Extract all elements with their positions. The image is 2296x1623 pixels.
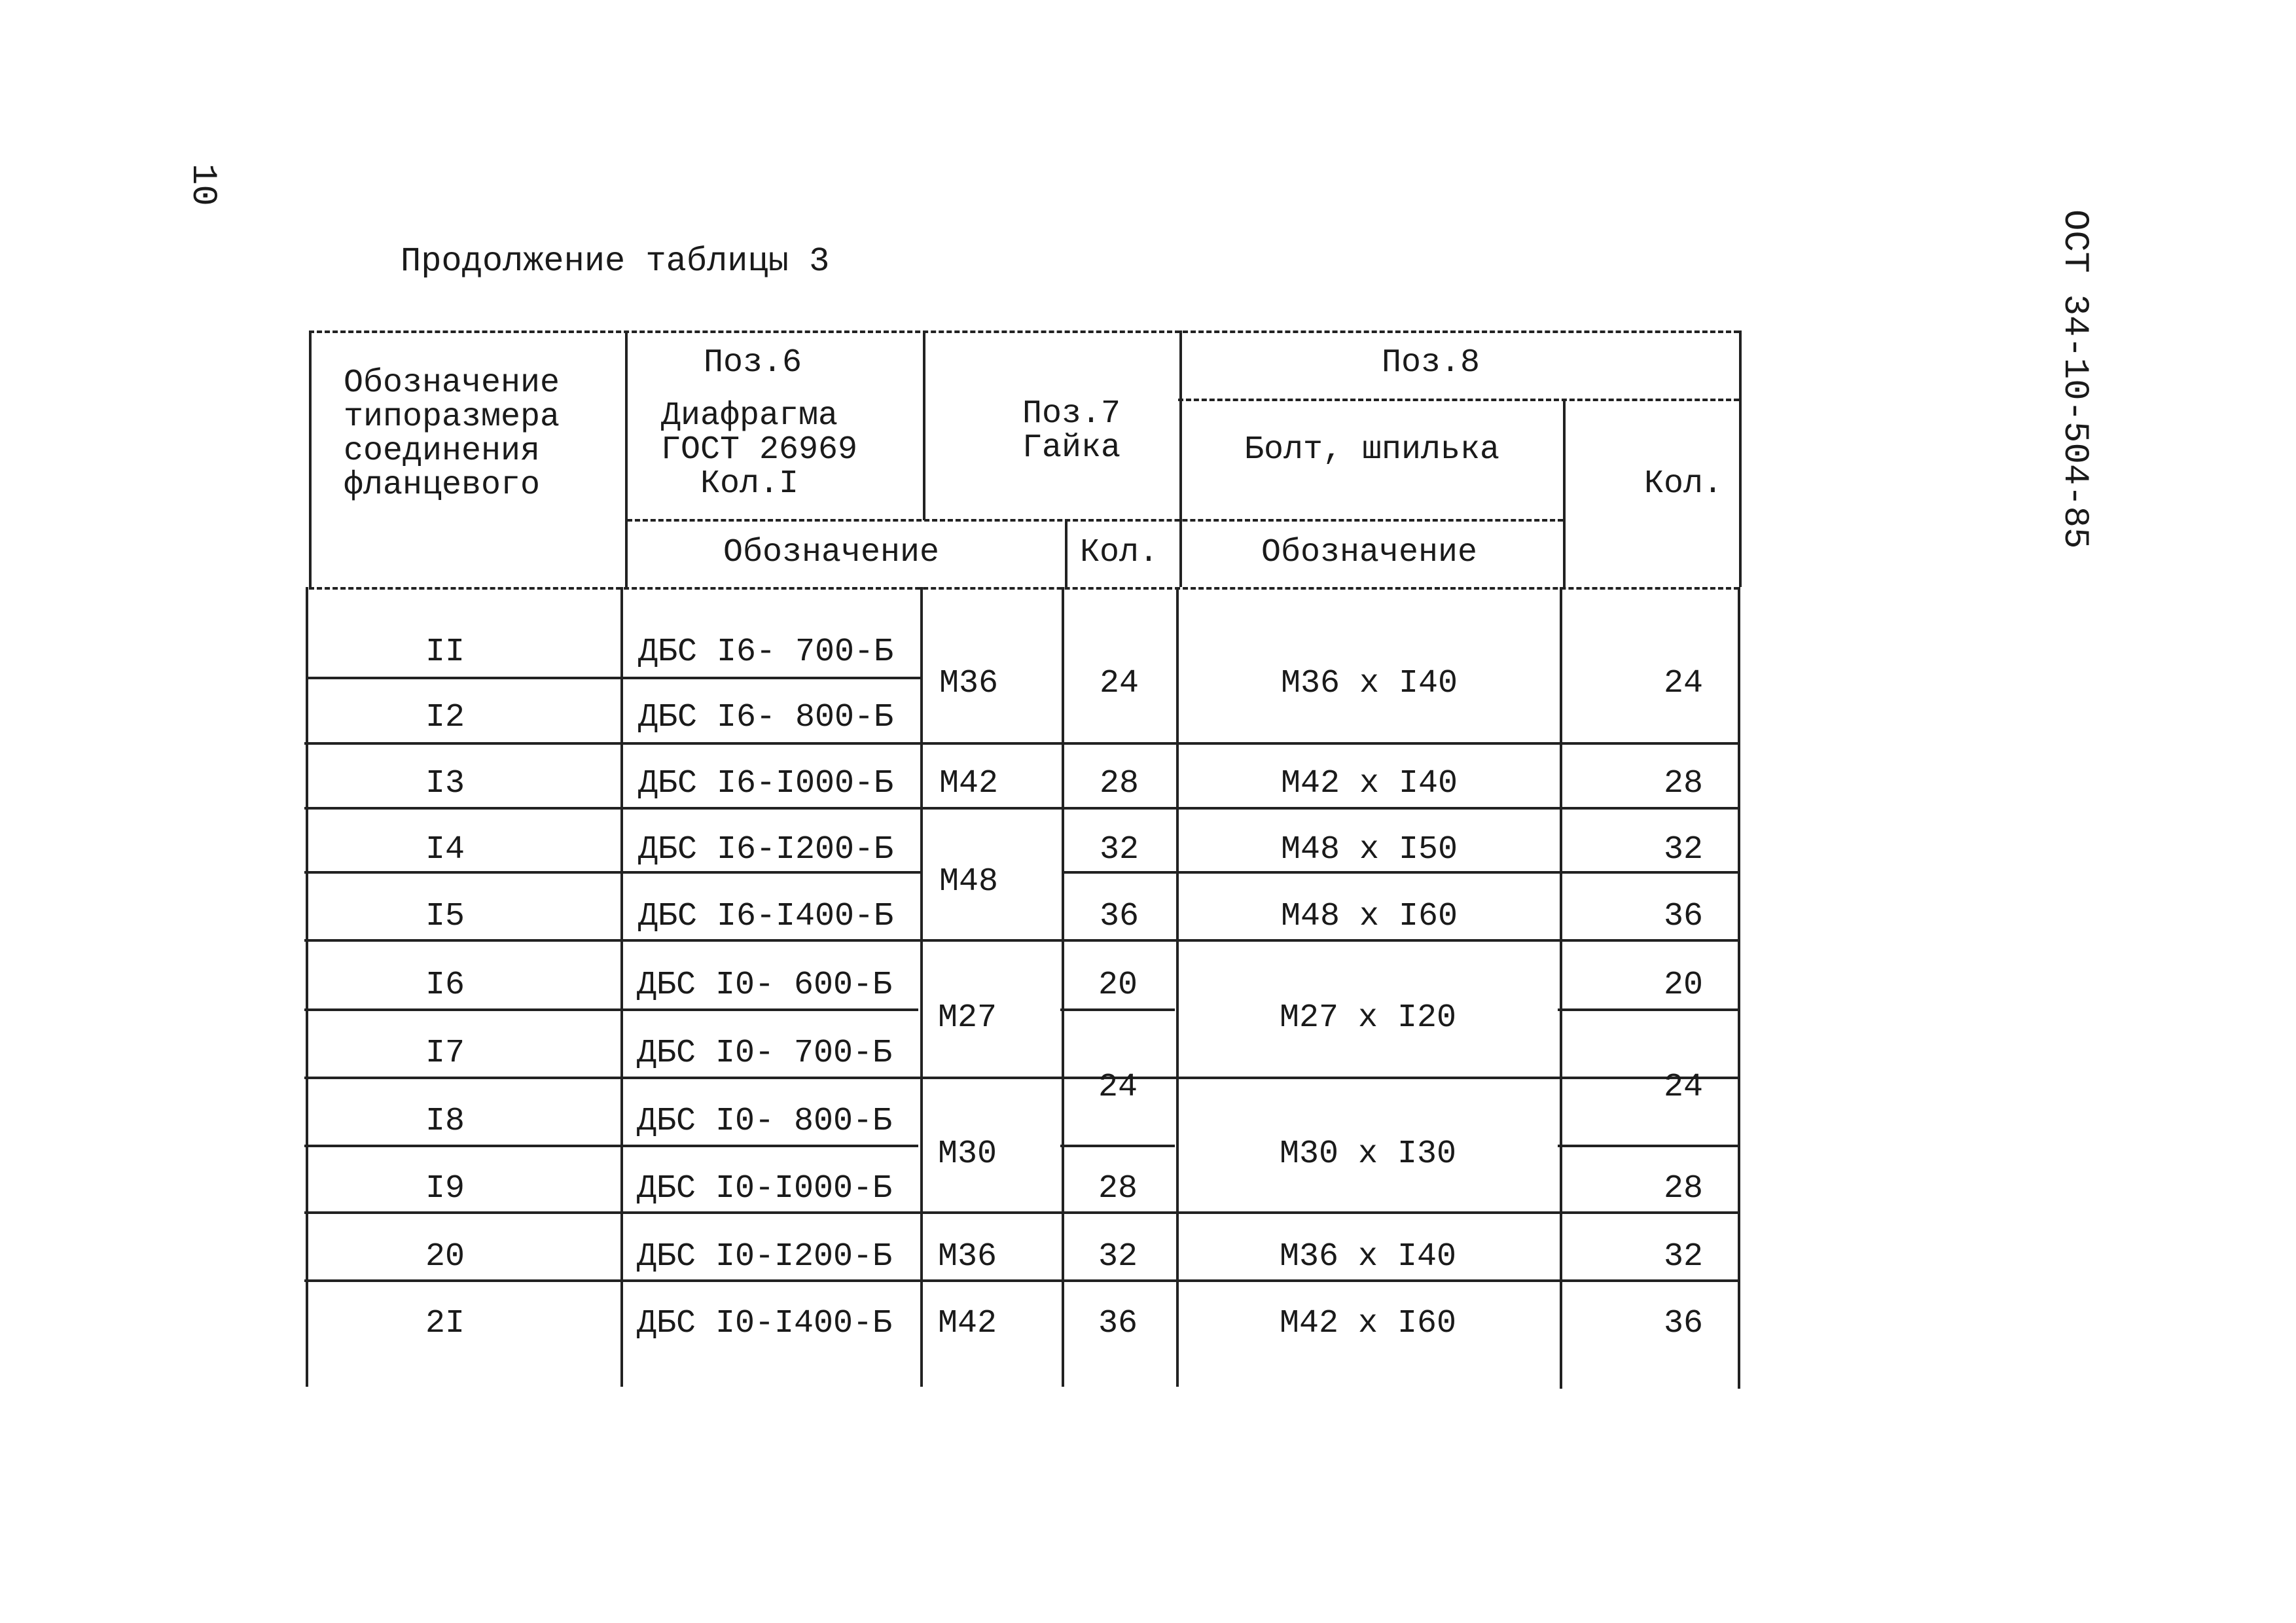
col-rule xyxy=(923,330,925,520)
row-rule xyxy=(304,1279,1738,1282)
table-row-diaphragm: ДБС I0- 800-Б xyxy=(637,1103,893,1140)
row-rule xyxy=(304,939,1738,942)
nut-quantity: 28 xyxy=(1099,765,1139,802)
nut-quantity: 32 xyxy=(1098,1238,1138,1275)
header-pos6-details: Диафрагма ГОСТ 26969 Кол.I xyxy=(661,397,858,503)
header-bottom-rule xyxy=(309,587,1739,590)
table-row-size: I6 xyxy=(425,967,465,1004)
row-rule xyxy=(304,871,920,874)
bolt-designation: M30 x I30 xyxy=(1279,1135,1457,1173)
document-code: ОСТ 34-10-504-85 xyxy=(2054,209,2094,549)
bolt-quantity: 32 xyxy=(1663,1238,1704,1275)
header-qty-pos8: Кол. xyxy=(1643,465,1723,503)
col-rule xyxy=(1176,587,1179,1387)
nut-quantity: 24 xyxy=(1099,665,1139,702)
bolt-quantity: 28 xyxy=(1663,1170,1704,1207)
table-row-diaphragm: ДБС I0- 600-Б xyxy=(637,967,893,1004)
col-rule xyxy=(1739,330,1742,587)
bolt-designation: M42 x I60 xyxy=(1279,1305,1457,1342)
row-rule xyxy=(1060,1145,1175,1147)
nut-quantity: 36 xyxy=(1099,898,1139,935)
col-rule xyxy=(1062,587,1064,1387)
header-pos6: Поз.6 xyxy=(703,344,802,382)
row-rule xyxy=(304,807,1738,810)
bolt-designation: M42 x I40 xyxy=(1280,765,1458,802)
bolt-quantity: 32 xyxy=(1663,831,1704,868)
row-rule xyxy=(1558,1008,1738,1011)
bolt-designation: M36 x I40 xyxy=(1280,665,1458,702)
nut-quantity: 36 xyxy=(1098,1305,1138,1342)
bolt-designation: M48 x I50 xyxy=(1280,831,1458,868)
nut-quantity: 28 xyxy=(1098,1170,1138,1207)
table-row-diaphragm: ДБС I6- 800-Б xyxy=(638,699,894,736)
col-rule xyxy=(1563,399,1566,587)
header-designation-pos8: Обозначение xyxy=(1261,534,1478,571)
table-row-size: I3 xyxy=(425,765,465,802)
table-row-diaphragm: ДБС I0-I200-Б xyxy=(637,1238,893,1275)
nut-designation: M30 xyxy=(937,1135,997,1173)
table-row-size: I9 xyxy=(425,1170,465,1207)
bolt-quantity: 24 xyxy=(1663,1069,1704,1106)
col-rule xyxy=(1065,519,1067,587)
col-rule xyxy=(1738,587,1740,1389)
nut-designation: M36 xyxy=(939,665,999,702)
nut-designation: M36 xyxy=(937,1238,997,1275)
bolt-designation: M36 x I40 xyxy=(1279,1238,1457,1275)
row-rule xyxy=(304,1077,1738,1079)
row-rule xyxy=(304,1145,918,1147)
nut-designation: M48 xyxy=(939,863,999,901)
bolt-quantity: 36 xyxy=(1663,1305,1704,1342)
table-row-size: I5 xyxy=(425,898,465,935)
table-row-diaphragm: ДБС I0- 700-Б xyxy=(637,1035,893,1072)
row-rule xyxy=(304,1008,918,1011)
table-row-size: II xyxy=(425,633,465,671)
col-rule xyxy=(1560,587,1562,1389)
bolt-quantity: 28 xyxy=(1663,765,1704,802)
row-rule xyxy=(1060,1008,1175,1011)
nut-quantity: 20 xyxy=(1098,967,1138,1004)
table-row-size: 2I xyxy=(425,1305,465,1342)
row-rule xyxy=(1558,1145,1738,1147)
row-rule xyxy=(304,1211,1738,1214)
col-rule xyxy=(920,587,923,1387)
table-row-diaphragm: ДБС I6-I400-Б xyxy=(638,898,894,935)
table-row-size: I7 xyxy=(425,1035,465,1072)
bolt-designation: M27 x I20 xyxy=(1279,999,1457,1037)
row-rule xyxy=(304,742,1738,745)
row-rule xyxy=(1064,871,1738,874)
pos8-subheader-rule xyxy=(1178,399,1739,401)
table-row-diaphragm: ДБС I6- 700-Б xyxy=(638,633,894,671)
bolt-quantity: 36 xyxy=(1663,898,1704,935)
col-rule xyxy=(625,330,628,587)
table-row-diaphragm: ДБС I0-I000-Б xyxy=(637,1170,893,1207)
col-rule xyxy=(306,587,308,1387)
header-pos8: Поз.8 xyxy=(1381,344,1480,382)
nut-designation: M27 xyxy=(937,999,997,1037)
header-qty-pos7: Кол. xyxy=(1079,534,1159,571)
nut-designation: M42 xyxy=(937,1305,997,1342)
table-row-diaphragm: ДБС I6-I000-Б xyxy=(638,765,894,802)
table-top-rule xyxy=(309,330,1739,333)
table-row-diaphragm: ДБС I6-I200-Б xyxy=(638,831,894,868)
col-rule xyxy=(1179,330,1182,587)
table-row-size: 20 xyxy=(425,1238,465,1275)
header-bolt: Болт, шпилька xyxy=(1244,431,1500,469)
col-rule xyxy=(620,587,623,1387)
page-number: 10 xyxy=(183,164,223,206)
table-row-size: I2 xyxy=(425,699,465,736)
nut-quantity: 32 xyxy=(1099,831,1139,868)
bolt-quantity: 24 xyxy=(1663,665,1704,702)
nut-designation: M42 xyxy=(939,765,999,802)
table-caption: Продолжение таблицы 3 xyxy=(401,242,830,281)
header-pos7-nut: Гайка xyxy=(1022,429,1121,467)
table-row-diaphragm: ДБС I0-I400-Б xyxy=(637,1305,893,1342)
header-designation-pos67: Обозначение xyxy=(723,534,940,571)
table-row-size: I8 xyxy=(425,1103,465,1140)
bolt-quantity: 20 xyxy=(1663,967,1704,1004)
col-rule xyxy=(309,330,312,587)
row-rule xyxy=(306,677,920,679)
header-pos7: Поз.7 xyxy=(1022,395,1121,433)
designation-subheader-rule xyxy=(627,519,1563,522)
nut-quantity: 24 xyxy=(1098,1069,1138,1106)
bolt-designation: M48 x I60 xyxy=(1280,898,1458,935)
header-designation: Обозначение типоразмера соединения фланцевого xyxy=(344,365,560,504)
table-row-size: I4 xyxy=(425,831,465,868)
